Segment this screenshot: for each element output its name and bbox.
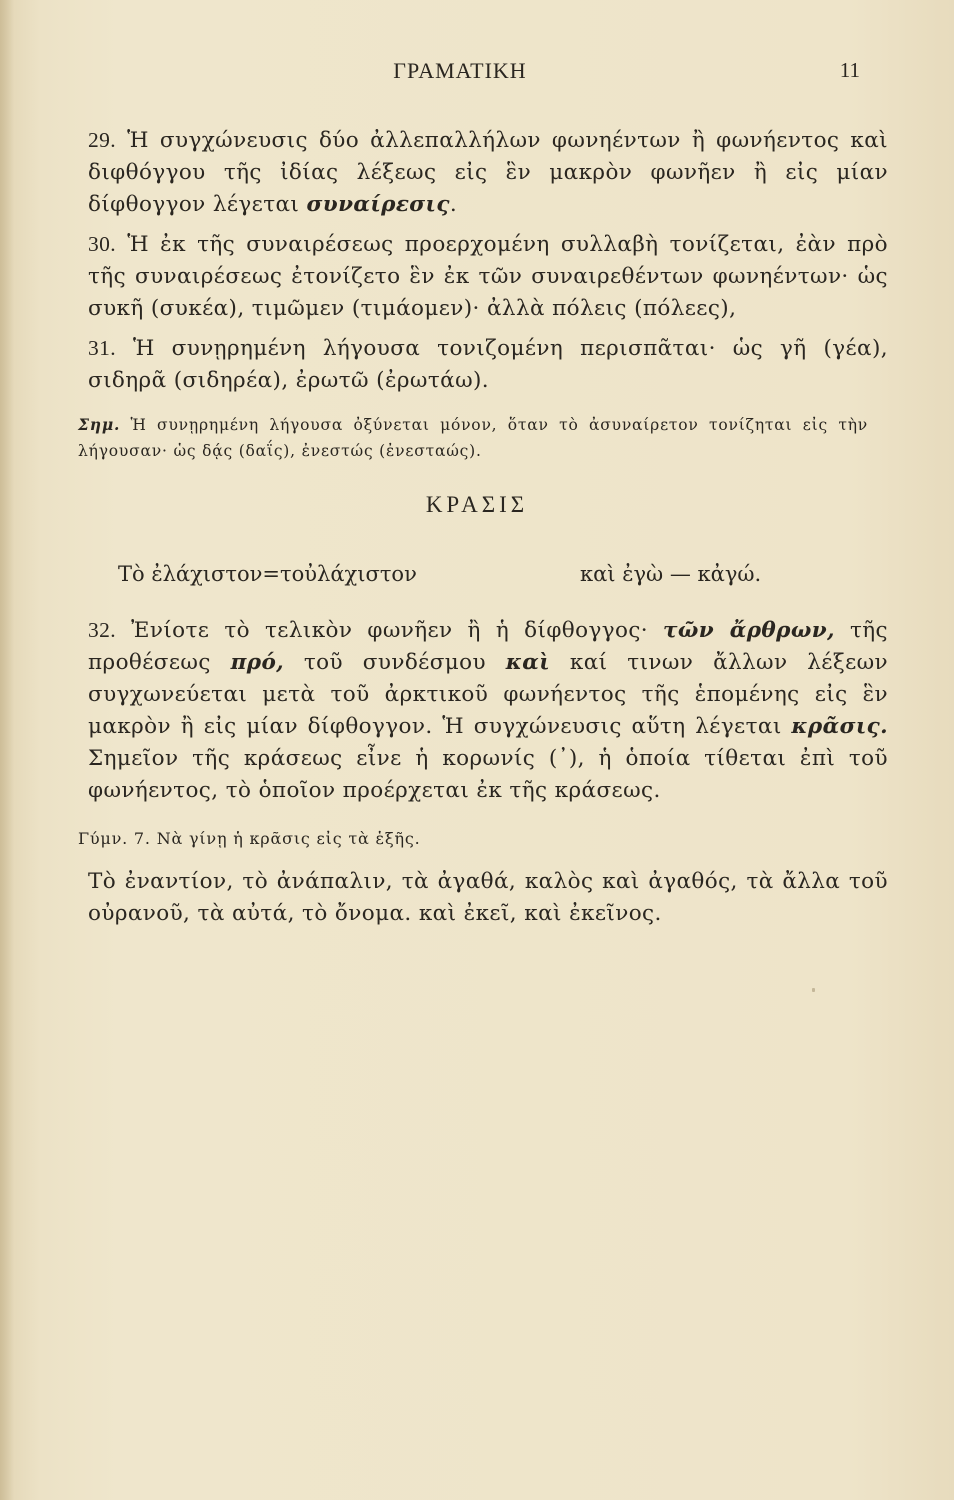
term-articles: τῶν ἄρθρων, [663,618,835,643]
section-title: ΚΡΑΣΙΣ [425,492,529,517]
term-pro: πρό, [230,650,285,675]
page-number: 11 [839,58,860,82]
paragraph-number: 29. [88,128,117,152]
binding-shadow [0,0,14,1500]
page-header [60,58,860,88]
paragraph-number: 31. [88,336,117,360]
paragraph-text: Ἡ συγχώνευσις δύο ἀλλεπαλλήλων φωνηέντων ἢ φωνήεντος καὶ διφθόγγου τῆς ἰδίας λέξεως εἰς ἓν μακρὸν φωνῆεν ἢ εἰς μίαν δίφθογγον λέγεται [88,128,889,217]
paragraph-text: Τὸ ἐναντίον, τὸ ἀνάπαλιν, τὰ ἀγαθά, καλὸς καὶ ἀγαθός, τὰ ἄλλα τοῦ οὐρανοῦ, τὰ αὐτά, τὸ ὄνομα. καὶ ἐκεῖ, καὶ ἐκεῖνος. [88,869,888,926]
term-synairesis: συναίρεσις [306,192,450,217]
paragraph-31 [60,332,888,397]
term-kai: καὶ [505,650,551,675]
paragraph-text: τῆς προθέσεως [88,618,888,675]
paragraph-30 [60,228,888,325]
paragraph-end: . [449,192,458,217]
example-right: καὶ ἐγὼ — κἀγώ. [580,562,762,586]
term-krasis: κρᾶσις. [791,714,889,739]
paragraph-text: Ἐνίοτε τὸ τελικὸν φωνῆεν ἢ ἡ δίφθογγος· [131,618,649,643]
exercise-text: Νὰ γίνῃ ἡ κρᾶσις εἰς τὰ ἑξῆς. [156,829,421,848]
note-label: Σημ. [78,415,121,434]
running-head: ΓΡΑΜΑΤΙΚΗ [393,58,527,83]
paragraph-text: Ἡ ἐκ τῆς συναιρέσεως προερχομένη συλλαβὴ τονίζεται, ἐὰν πρὸ τῆς συναιρέσεως ἐτονίζετο ἓν ἐκ τῶν συναιρεθέντων φωνηέντων· ὡς συκῆ (συκέα), τιμῶμεν (τιμάομεν)· ἀλλὰ πόλεις (πόλεες), [88,232,888,321]
paragraph-text: Σημεῖον τῆς κράσεως εἶνε ἡ κορωνίς (᾽), ἡ ὁποία τίθεται ἐπὶ τοῦ φωνήεντος, τὸ ὁποῖον προέρχεται ἐκ τῆς κράσεως. [88,746,888,803]
paragraph-32 [60,614,888,807]
paragraph-29 [60,124,888,221]
note-text: Ἡ συνῃρημένη λήγουσα ὀξύνεται μόνον, ὅταν τὸ ἀσυναίρετον τονίζηται εἰς τὴν λήγουσαν· ὡς δᾴς (δαΐς), ἐνεστώς (ἐνεσταώς). [78,416,868,460]
paragraph-number: 30. [88,232,117,256]
footnote [78,412,868,464]
exercise-words [60,866,888,930]
paragraph-text: καί τινων ἄλλων λέξεων συγχωνεύεται μετὰ τοῦ ἀρκτικοῦ φωνήεντος τῆς ἑπομένης εἰς ἓν μακρὸν ἢ εἰς μίαν δίφθογγον. Ἡ συγχώνευσις αὕτη λέγεται [88,650,889,739]
exercise [78,826,868,852]
paragraph-text: Ἡ συνῃρημένη λήγουσα τονιζομένη περισπᾶται· ὡς γῆ (γέα), σιδηρᾶ (σιδηρέα), ἐρωτῶ (ἐρωτάω). [88,336,888,393]
paragraph-text: τοῦ συνδέσμου [303,650,486,675]
paragraph-number: 32. [88,618,117,642]
exercise-label: Γύμν. 7. [78,829,151,848]
example-left: Τὸ ἐλάχιστον=τοὐλάχιστον [118,562,417,586]
paper-speck [812,988,815,992]
